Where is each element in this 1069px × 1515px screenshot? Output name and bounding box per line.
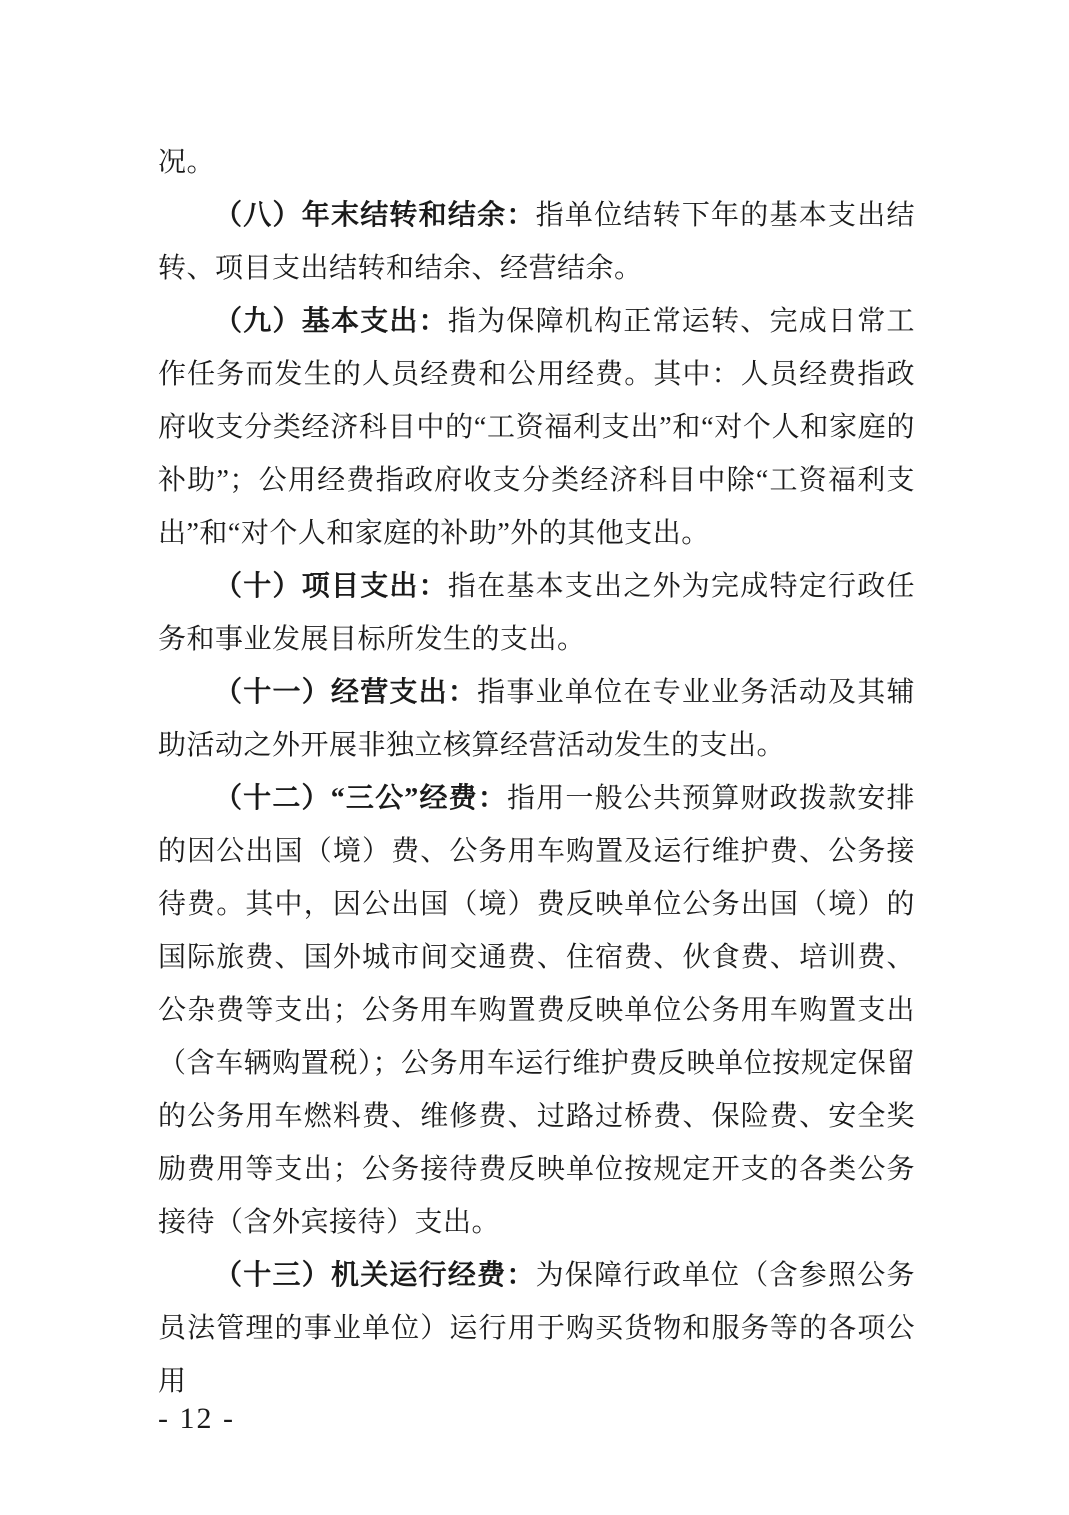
paragraph [158, 772, 915, 1249]
paragraph-label: （九）基本支出： [214, 306, 448, 337]
paragraph-text: 指用一般公共预算财政拨款安排的因公出国（境）费、公务用车购置及运行维护费、公务接待费。其中，因公出国（境）费反映单位公务出国（境）的国际旅费、国外城市间交通费、住宿费、伙食费、培训费、公杂费等支出；公务用车购置费反映单位公务用车购置支出（含车辆购置税）；公务用车运行维护费反映单位按规定保留的公务用车燃料费、维修费、过路过桥费、保险费、安全奖励费用等支出；公务接待费反映单位按规定开支的各类公务接待（含外宾接待）支出。 [158, 783, 915, 1238]
paragraph-text: 指在基本支出之外为完成特定行政任务和事业发展目标所发生的支出。 [158, 571, 915, 655]
paragraph [158, 666, 915, 772]
paragraph [158, 295, 915, 560]
document-body [158, 136, 915, 1408]
paragraph-text: 指事业单位在专业业务活动及其辅助活动之外开展非独立核算经营活动发生的支出。 [158, 677, 915, 761]
paragraph-label: （十二）“三公”经费： [214, 783, 508, 814]
paragraph [158, 560, 915, 666]
paragraph [158, 189, 915, 295]
paragraph-label: （八）年末结转和结余： [214, 200, 536, 231]
paragraph-text: 指单位结转下年的基本支出结转、项目支出结转和结余、经营结余。 [158, 200, 915, 284]
paragraph-label: （十一）经营支出： [214, 677, 478, 708]
paragraph-text: 指为保障机构正常运转、完成日常工作任务而发生的人员经费和公用经费。其中：人员经费指政府收支分类经济科目中的“工资福利支出”和“对个人和家庭的补助”；公用经费指政府收支分类经济科目中除“工资福利支出”和“对个人和家庭的补助”外的其他支出。 [158, 306, 915, 549]
paragraph-label: （十三）机关运行经费： [214, 1260, 536, 1291]
paragraph-label: （十）项目支出： [214, 571, 448, 602]
page-number: - 12 - [158, 1402, 235, 1435]
paragraph [158, 136, 915, 189]
paragraph [158, 1249, 915, 1408]
paragraph-text: 况。 [158, 147, 216, 178]
paragraph-text: 为保障行政单位（含参照公务员法管理的事业单位）运行用于购买货物和服务等的各项公用 [158, 1260, 915, 1397]
